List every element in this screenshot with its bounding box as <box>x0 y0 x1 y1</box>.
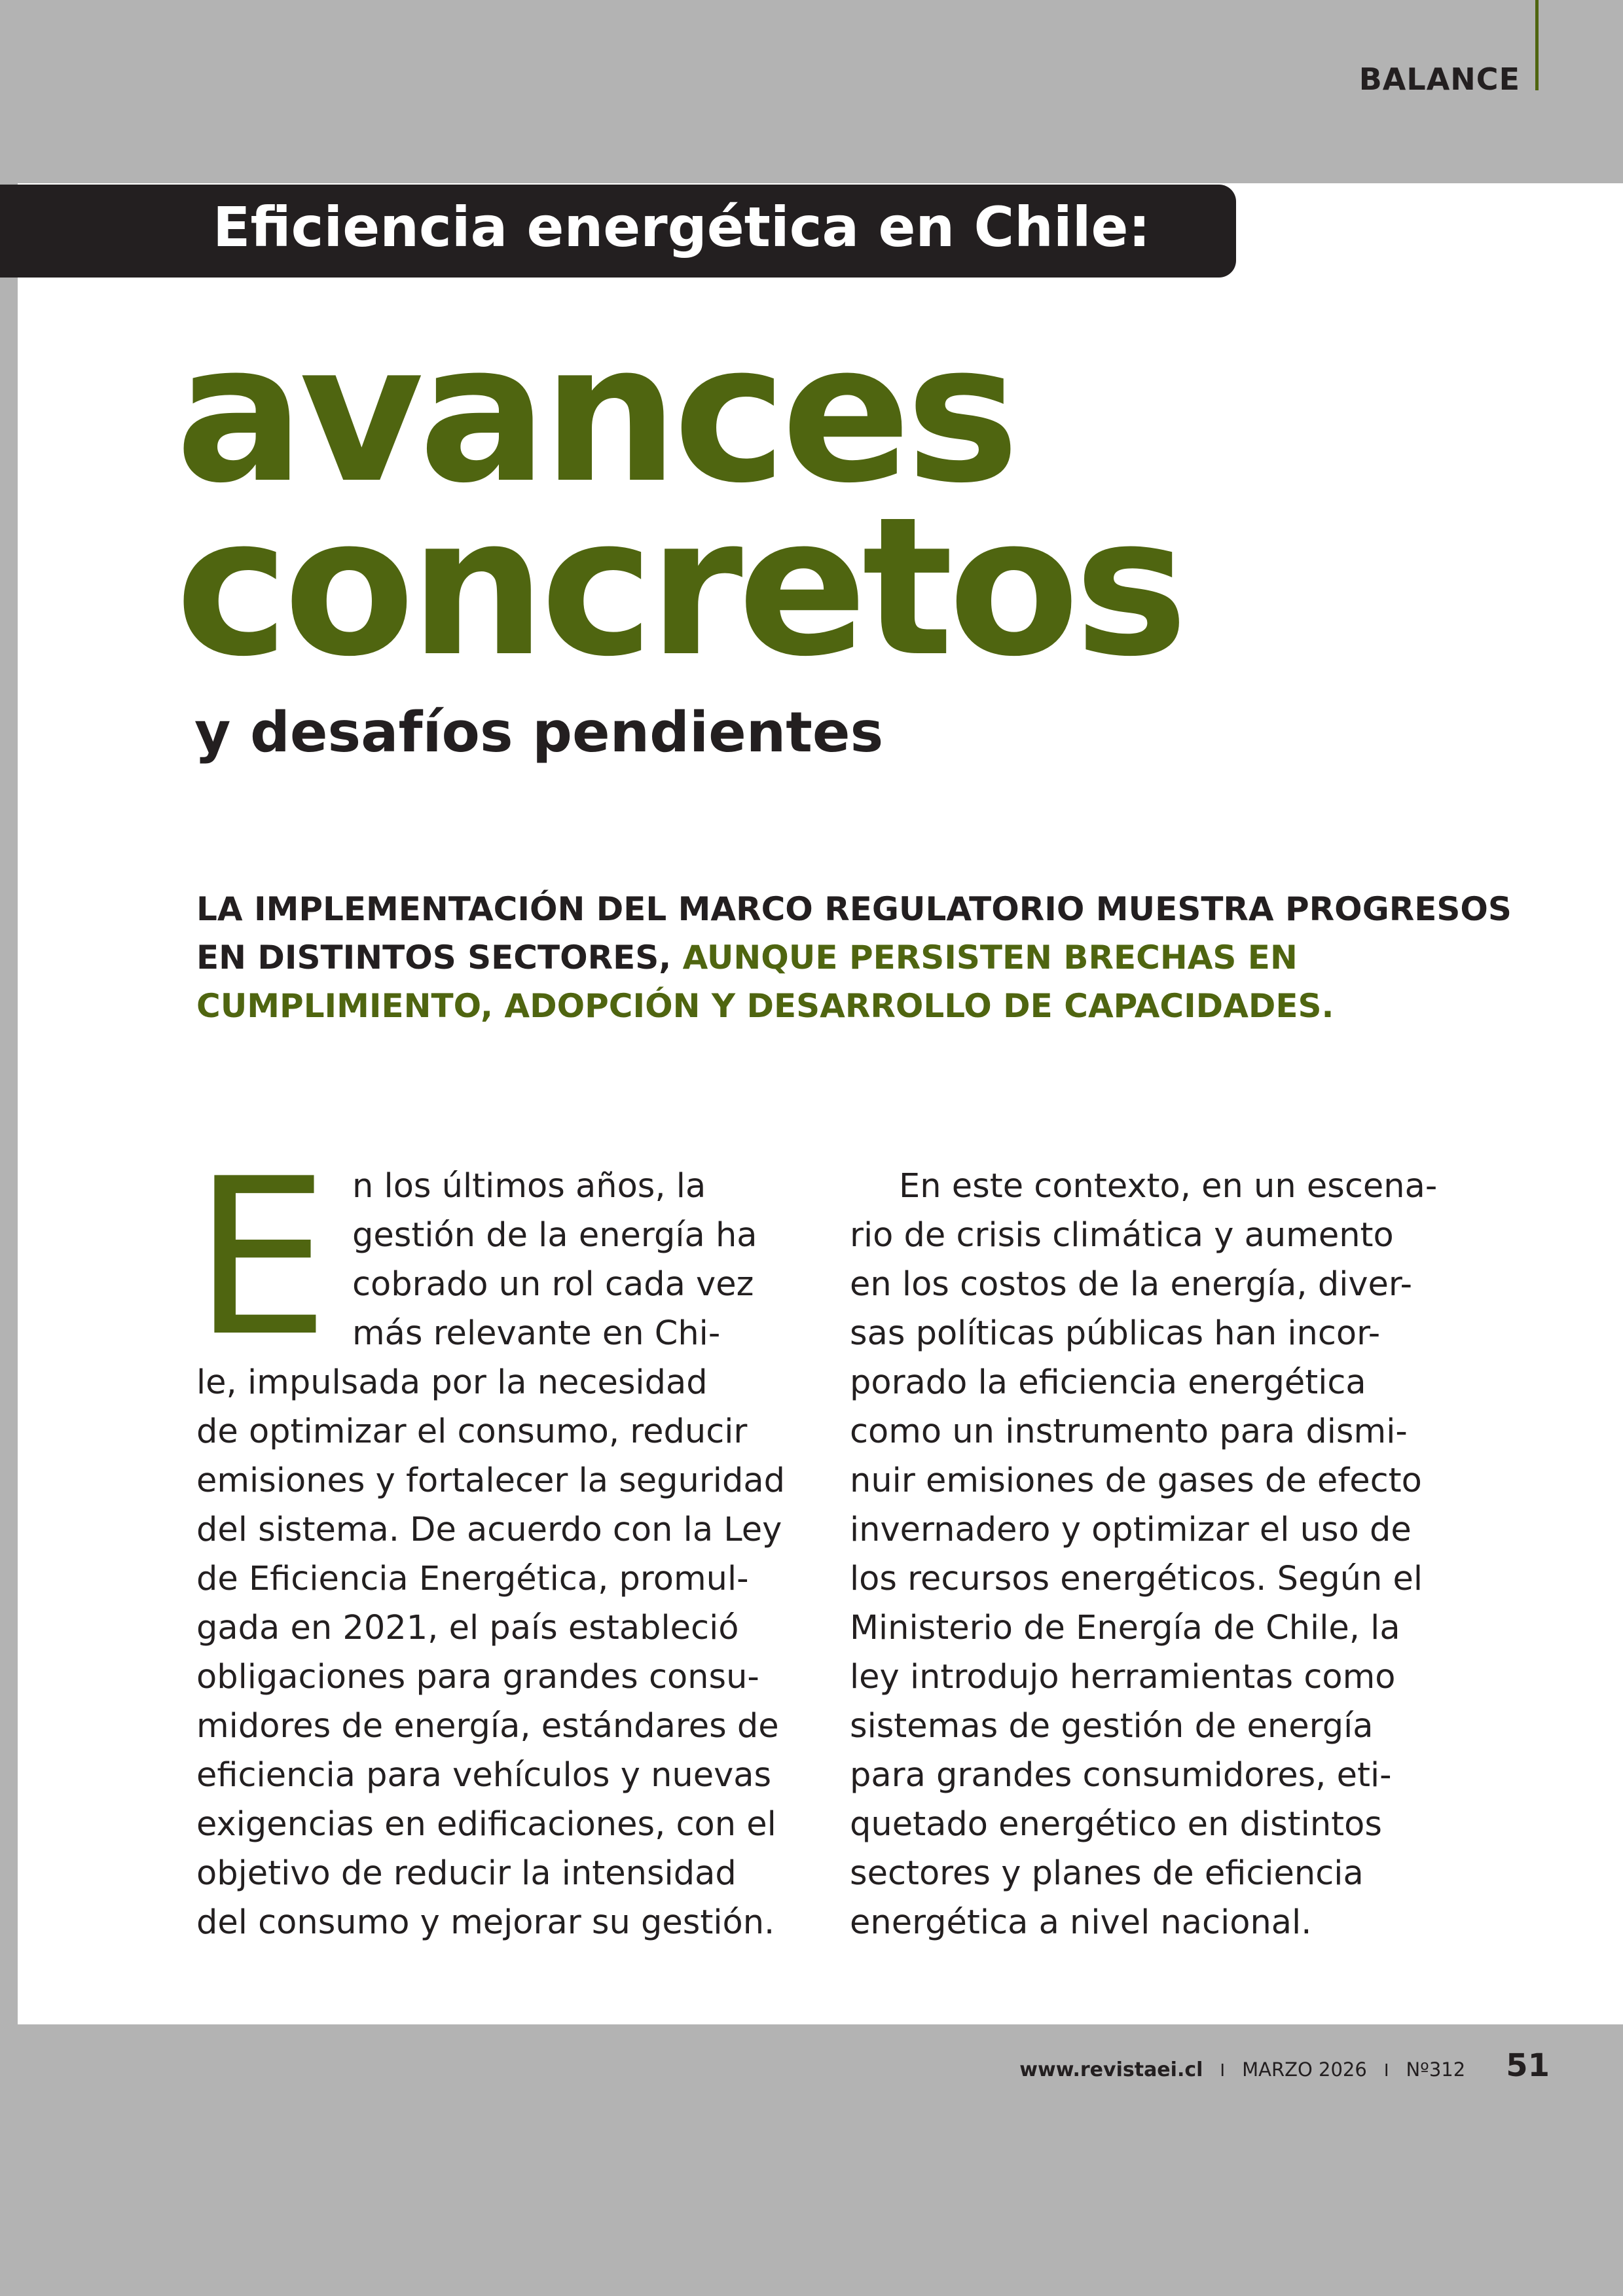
body-line: obligaciones para grandes consu- <box>196 1658 759 1696</box>
body-line: en los costos de la energía, diver- <box>850 1265 1413 1304</box>
body-column-1 <box>196 1162 805 1947</box>
body-line: emisiones y fortalecer la seguridad <box>196 1462 785 1500</box>
website-link[interactable]: www.revistaei.cl <box>1019 2058 1203 2081</box>
lead-line-1: LA IMPLEMENTACIÓN DEL MARCO REGULATORIO MUESTRA PROGRESOS <box>196 890 1512 928</box>
page-number: 51 <box>1506 2047 1550 2084</box>
body-line: Ministerio de Energía de Chile, la <box>850 1609 1400 1647</box>
body-line: sistemas de gestión de energía <box>850 1707 1374 1746</box>
body-line: de Eficiencia Energética, promul- <box>196 1560 749 1598</box>
headline-line-2: concretos <box>175 476 1183 698</box>
body-line: le, impulsada por la necesidad <box>196 1363 708 1402</box>
body-line: objetivo de reducir la intensidad <box>196 1854 737 1893</box>
article-subheadline: y desafíos pendientes <box>194 700 884 765</box>
body-line: para grandes consumidores, eti- <box>850 1756 1392 1795</box>
lead-line-3: CUMPLIMIENTO, ADOPCIÓN Y DESARROLLO DE CAPACIDADES. <box>196 987 1334 1025</box>
article-kicker: Eficiencia energética en Chile: <box>213 195 1151 259</box>
body-line: energética a nivel nacional. <box>850 1903 1312 1942</box>
body-line: los recursos energéticos. Según el <box>850 1560 1423 1598</box>
body-line: nuir emisiones de gases de efecto <box>850 1462 1422 1500</box>
body-line: gada en 2021, el país estableció <box>196 1609 739 1647</box>
section-label: BALANCE <box>1359 62 1520 97</box>
article-lead <box>196 885 1512 1030</box>
body-column-2 <box>850 1162 1478 1947</box>
body-line: exigencias en edificaciones, con el <box>196 1805 776 1844</box>
article-headline <box>175 302 1183 698</box>
body-line: del sistema. De acuerdo con la Ley <box>196 1511 782 1549</box>
headline-line-1: avances <box>175 302 1015 525</box>
body-line: más relevante en Chi- <box>352 1314 721 1353</box>
body-line: quetado energético en distintos <box>850 1805 1382 1844</box>
body-line: del consumo y mejorar su gestión. <box>196 1903 775 1942</box>
footer-separator: I <box>1220 2061 1226 2081</box>
body-line: En este contexto, en un escena- <box>899 1167 1438 1206</box>
section-marker-line <box>1535 0 1539 90</box>
body-line: n los últimos años, la <box>352 1167 706 1206</box>
body-line: porado la eficiencia energética <box>850 1363 1366 1402</box>
body-line: eficiencia para vehículos y nuevas <box>196 1756 772 1795</box>
page-footer <box>1019 2047 1550 2084</box>
issue-number: Nº312 <box>1406 2058 1466 2081</box>
body-line: como un instrumento para dismi- <box>850 1412 1408 1451</box>
body-line: sas políticas públicas han incor- <box>850 1314 1381 1353</box>
body-line: rio de crisis climática y aumento <box>850 1216 1394 1255</box>
body-line: ley introdujo herramientas como <box>850 1658 1396 1696</box>
body-line: sectores y planes de eficiencia <box>850 1854 1364 1893</box>
lead-line-2 <box>196 933 1473 982</box>
footer-separator: I <box>1383 2061 1389 2081</box>
body-line: invernadero y optimizar el uso de <box>850 1511 1412 1549</box>
lead-accent-start: AUNQUE PERSISTEN BRECHAS EN <box>682 939 1298 977</box>
lead-part1-end: EN DISTINTOS SECTORES, <box>196 939 672 977</box>
body-line: midores de energía, estándares de <box>196 1707 779 1746</box>
body-line: cobrado un rol cada vez <box>352 1265 754 1304</box>
body-line: de optimizar el consumo, reducir <box>196 1412 748 1451</box>
drop-cap: E <box>193 1132 330 1384</box>
issue-date: MARZO 2026 <box>1242 2058 1367 2081</box>
body-line: gestión de la energía ha <box>352 1216 757 1255</box>
